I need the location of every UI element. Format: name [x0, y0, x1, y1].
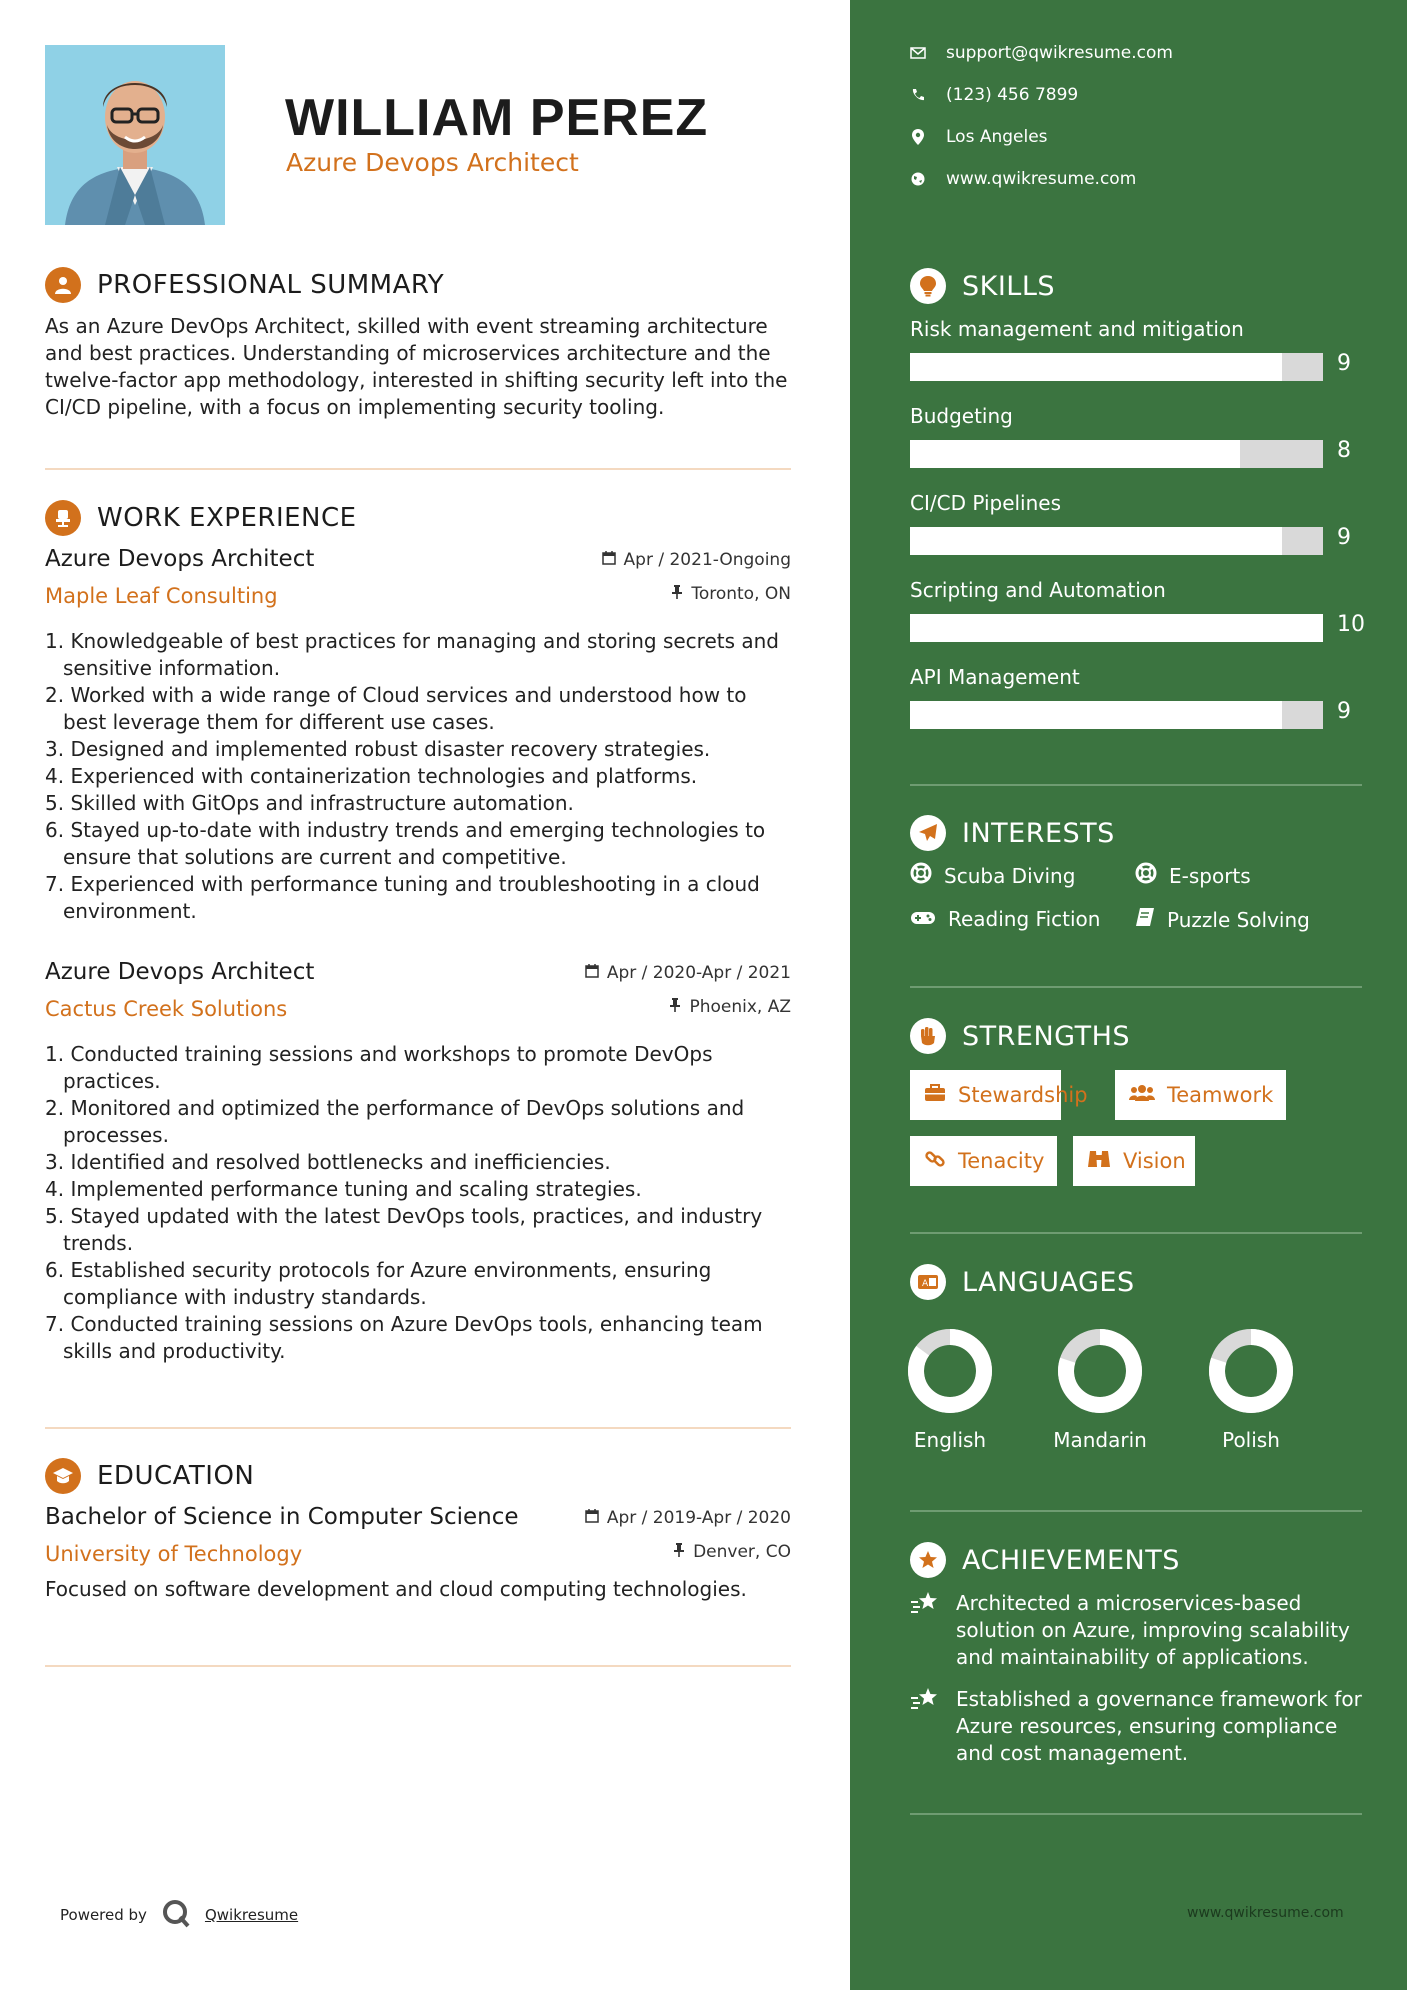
powered-by-label: Powered by: [60, 1906, 147, 1924]
gamepad-icon: [910, 907, 936, 931]
interest-item: [910, 862, 1075, 889]
link-icon: [924, 1148, 946, 1175]
briefcase-icon: [924, 1083, 946, 1107]
job-location: Phoenix, AZ: [689, 997, 791, 1017]
skill-value: 9: [1337, 351, 1351, 376]
skill-bar-fill: [910, 614, 1323, 642]
skills-header: [910, 267, 1055, 305]
interest-label: E-sports: [1169, 863, 1251, 888]
interests-header: [910, 814, 1115, 852]
strength-chip: [910, 1136, 1057, 1186]
skill-bar-fill: [910, 527, 1282, 555]
achievements-heading: ACHIEVEMENTS: [962, 1544, 1180, 1576]
divider: [910, 1232, 1362, 1234]
language-ring: [905, 1326, 995, 1416]
languages-header: [910, 1263, 1135, 1301]
language-item: [895, 1326, 1005, 1452]
map-marker-icon: [910, 129, 926, 145]
list-item: 2. Worked with a wide range of Cloud services and understood how to best leverage them for different use cases.: [45, 683, 747, 734]
job-bullets: [45, 628, 791, 925]
list-item: 4. Experienced with containerization technologies and platforms.: [45, 764, 698, 788]
summary-heading: PROFESSIONAL SUMMARY: [97, 270, 445, 300]
education-heading: EDUCATION: [97, 1461, 255, 1491]
candidate-title: Azure Devops Architect: [286, 148, 579, 177]
job-company: Maple Leaf Consulting: [45, 584, 278, 608]
language-ring: [1055, 1326, 1145, 1416]
skill-value: 9: [1337, 525, 1351, 550]
job-entry: [45, 546, 791, 925]
svg-text:A: A: [922, 1279, 929, 1289]
job-date: Apr / 2020-Apr / 2021: [606, 963, 791, 983]
shooting-star-icon: [910, 1590, 940, 1671]
location-text: Los Angeles: [946, 127, 1048, 147]
divider: [910, 1813, 1362, 1815]
users-icon: [1129, 1083, 1155, 1107]
achievements-header: [910, 1541, 1180, 1579]
sidebar: [850, 0, 1407, 1990]
skill-value: 10: [1337, 612, 1365, 637]
job-role: Azure Devops Architect: [45, 546, 315, 572]
powered-by: [60, 1898, 298, 1932]
list-item: 6. Stayed up-to-date with industry trends and emerging technologies to ensure that solutions are current and competitive.: [45, 818, 766, 869]
qwikresume-logo-icon: [161, 1898, 191, 1932]
profile-photo: [45, 45, 225, 225]
language-label: English: [913, 1428, 987, 1452]
list-item: 4. Implemented performance tuning and scaling strategies.: [45, 1177, 642, 1201]
chair-icon: [45, 500, 81, 536]
skill-bar: [910, 353, 1323, 381]
list-item: 7. Conducted training sessions on Azure DevOps tools, enhancing team skills and productivity.: [45, 1312, 763, 1363]
job-bullets: [45, 1041, 791, 1365]
list-item: 6. Established security protocols for Azure environments, ensuring compliance with industry standards.: [45, 1258, 712, 1309]
divider: [910, 784, 1362, 786]
divider: [910, 1510, 1362, 1512]
strength-chip: [910, 1070, 1088, 1120]
pin-icon: [673, 1542, 685, 1562]
school: University of Technology: [45, 1542, 303, 1566]
brand-link[interactable]: Qwikresume: [204, 1906, 299, 1924]
graduation-cap-icon: [45, 1458, 81, 1494]
list-item: 5. Stayed updated with the latest DevOps tools, practices, and industry trends.: [45, 1204, 763, 1255]
strength-label: Vision: [1123, 1149, 1186, 1173]
strength-label: Tenacity: [958, 1149, 1045, 1173]
skill-bar-fill: [910, 440, 1240, 468]
paper-plane-icon: [910, 815, 946, 851]
education-location: Denver, CO: [693, 1542, 791, 1562]
job-location: Toronto, ON: [691, 584, 791, 604]
contact-website: [910, 169, 1136, 189]
pin-icon: [669, 997, 681, 1017]
skill-bar: [910, 440, 1323, 468]
strength-chip: [1115, 1070, 1286, 1120]
list-item: 3. Identified and resolved bottlenecks and inefficiencies.: [45, 1150, 611, 1174]
languages-heading: LANGUAGES: [962, 1266, 1135, 1298]
strength-chip: [1073, 1136, 1195, 1186]
skill-label: API Management: [910, 665, 1080, 689]
calendar-icon: [585, 1508, 599, 1528]
list-item: 5. Skilled with GitOps and infrastructure automation.: [45, 791, 574, 815]
phone-text: (123) 456 7899: [946, 85, 1079, 105]
job-date: Apr / 2021-Ongoing: [623, 550, 791, 570]
achievement-item: [910, 1590, 1370, 1671]
divider: [45, 1665, 791, 1667]
education-date: Apr / 2019-Apr / 2020: [606, 1508, 791, 1528]
interest-item: [910, 907, 1100, 931]
lightbulb-icon: [910, 268, 946, 304]
life-ring-icon: [1135, 862, 1157, 889]
list-item: 1. Knowledgeable of best practices for managing and storing secrets and sensitive information.: [45, 629, 780, 680]
language-ring: [1206, 1326, 1296, 1416]
strengths-heading: STRENGTHS: [962, 1020, 1131, 1052]
interest-item: [1135, 862, 1251, 889]
language-icon: [910, 1264, 946, 1300]
skill-value: 9: [1337, 699, 1351, 724]
list-item: 3. Designed and implemented robust disaster recovery strategies.: [45, 737, 711, 761]
achievement-item: [910, 1686, 1370, 1767]
star-icon: [910, 1542, 946, 1578]
education-section: [45, 1456, 791, 1603]
phone-icon: [910, 88, 926, 102]
job-role: Azure Devops Architect: [45, 959, 315, 985]
pin-icon: [671, 584, 683, 604]
achievement-text: Architected a microservices-based solution on Azure, improving scalability and maintainability of applications.: [956, 1591, 1350, 1669]
skill-label: Scripting and Automation: [910, 578, 1166, 602]
skill-label: Budgeting: [910, 404, 1013, 428]
contact-location: [910, 127, 1048, 147]
language-item: [1196, 1326, 1306, 1452]
fist-icon: [910, 1018, 946, 1054]
user-icon: [45, 267, 81, 303]
interest-label: Reading Fiction: [948, 907, 1101, 931]
language-label: Polish: [1222, 1428, 1280, 1452]
interest-item: [1135, 907, 1310, 932]
divider: [910, 986, 1362, 988]
divider: [45, 468, 791, 470]
strengths-header: [910, 1017, 1130, 1055]
job-entry: [45, 959, 791, 1365]
interests-heading: INTERESTS: [962, 817, 1115, 849]
skill-label: Risk management and mitigation: [910, 317, 1244, 341]
candidate-name: WILLIAM PEREZ: [285, 89, 709, 147]
degree: Bachelor of Science in Computer Science: [45, 1504, 519, 1530]
skill-bar: [910, 614, 1323, 642]
email-text[interactable]: support@qwikresume.com: [946, 43, 1173, 63]
globe-icon: [910, 172, 926, 186]
list-item: 1. Conducted training sessions and workshops to promote DevOps practices.: [45, 1042, 713, 1093]
footer-site-link[interactable]: www.qwikresume.com: [1187, 1905, 1344, 1921]
strength-label: Stewardship: [958, 1083, 1088, 1107]
education-description: Focused on software development and cloud computing technologies.: [45, 1577, 747, 1601]
skill-bar-fill: [910, 353, 1282, 381]
interest-label: Scuba Diving: [944, 863, 1076, 888]
summary-text: As an Azure DevOps Architect, skilled with event streaming architecture and best practices. Understanding of microservices architecture and the twelve-factor app methodology, interested in shifting security left into the CI/CD pipeline, with a focus on implementing security tooling.: [45, 314, 788, 419]
language-label: Mandarin: [1053, 1428, 1147, 1452]
contact-email: [910, 43, 1173, 63]
experience-heading: WORK EXPERIENCE: [97, 503, 357, 533]
skill-bar: [910, 527, 1323, 555]
shooting-star-icon: [910, 1686, 940, 1767]
skill-bar-fill: [910, 701, 1282, 729]
calendar-icon: [585, 963, 599, 983]
job-company: Cactus Creek Solutions: [45, 997, 288, 1021]
skill-bar: [910, 701, 1323, 729]
website-text[interactable]: www.qwikresume.com: [946, 169, 1137, 189]
experience-section: [45, 498, 791, 1365]
language-item: [1045, 1326, 1155, 1452]
achievement-text: Established a governance framework for Azure resources, ensuring compliance and cost management.: [956, 1687, 1362, 1765]
divider: [45, 1427, 791, 1429]
list-item: 2. Monitored and optimized the performance of DevOps solutions and processes.: [45, 1096, 745, 1147]
skill-value: 8: [1337, 438, 1351, 463]
envelope-icon: [910, 47, 926, 59]
strength-label: Teamwork: [1167, 1083, 1274, 1107]
calendar-icon: [602, 550, 616, 570]
contact-phone: [910, 85, 1078, 105]
life-ring-icon: [910, 862, 932, 889]
summary-section: [45, 265, 791, 421]
list-item: 7. Experienced with performance tuning and troubleshooting in a cloud environment.: [45, 872, 760, 923]
book-icon: [1135, 907, 1155, 932]
skill-label: CI/CD Pipelines: [910, 491, 1062, 515]
skills-heading: SKILLS: [962, 270, 1056, 302]
binoculars-icon: [1087, 1149, 1111, 1174]
interest-label: Puzzle Solving: [1167, 907, 1310, 932]
